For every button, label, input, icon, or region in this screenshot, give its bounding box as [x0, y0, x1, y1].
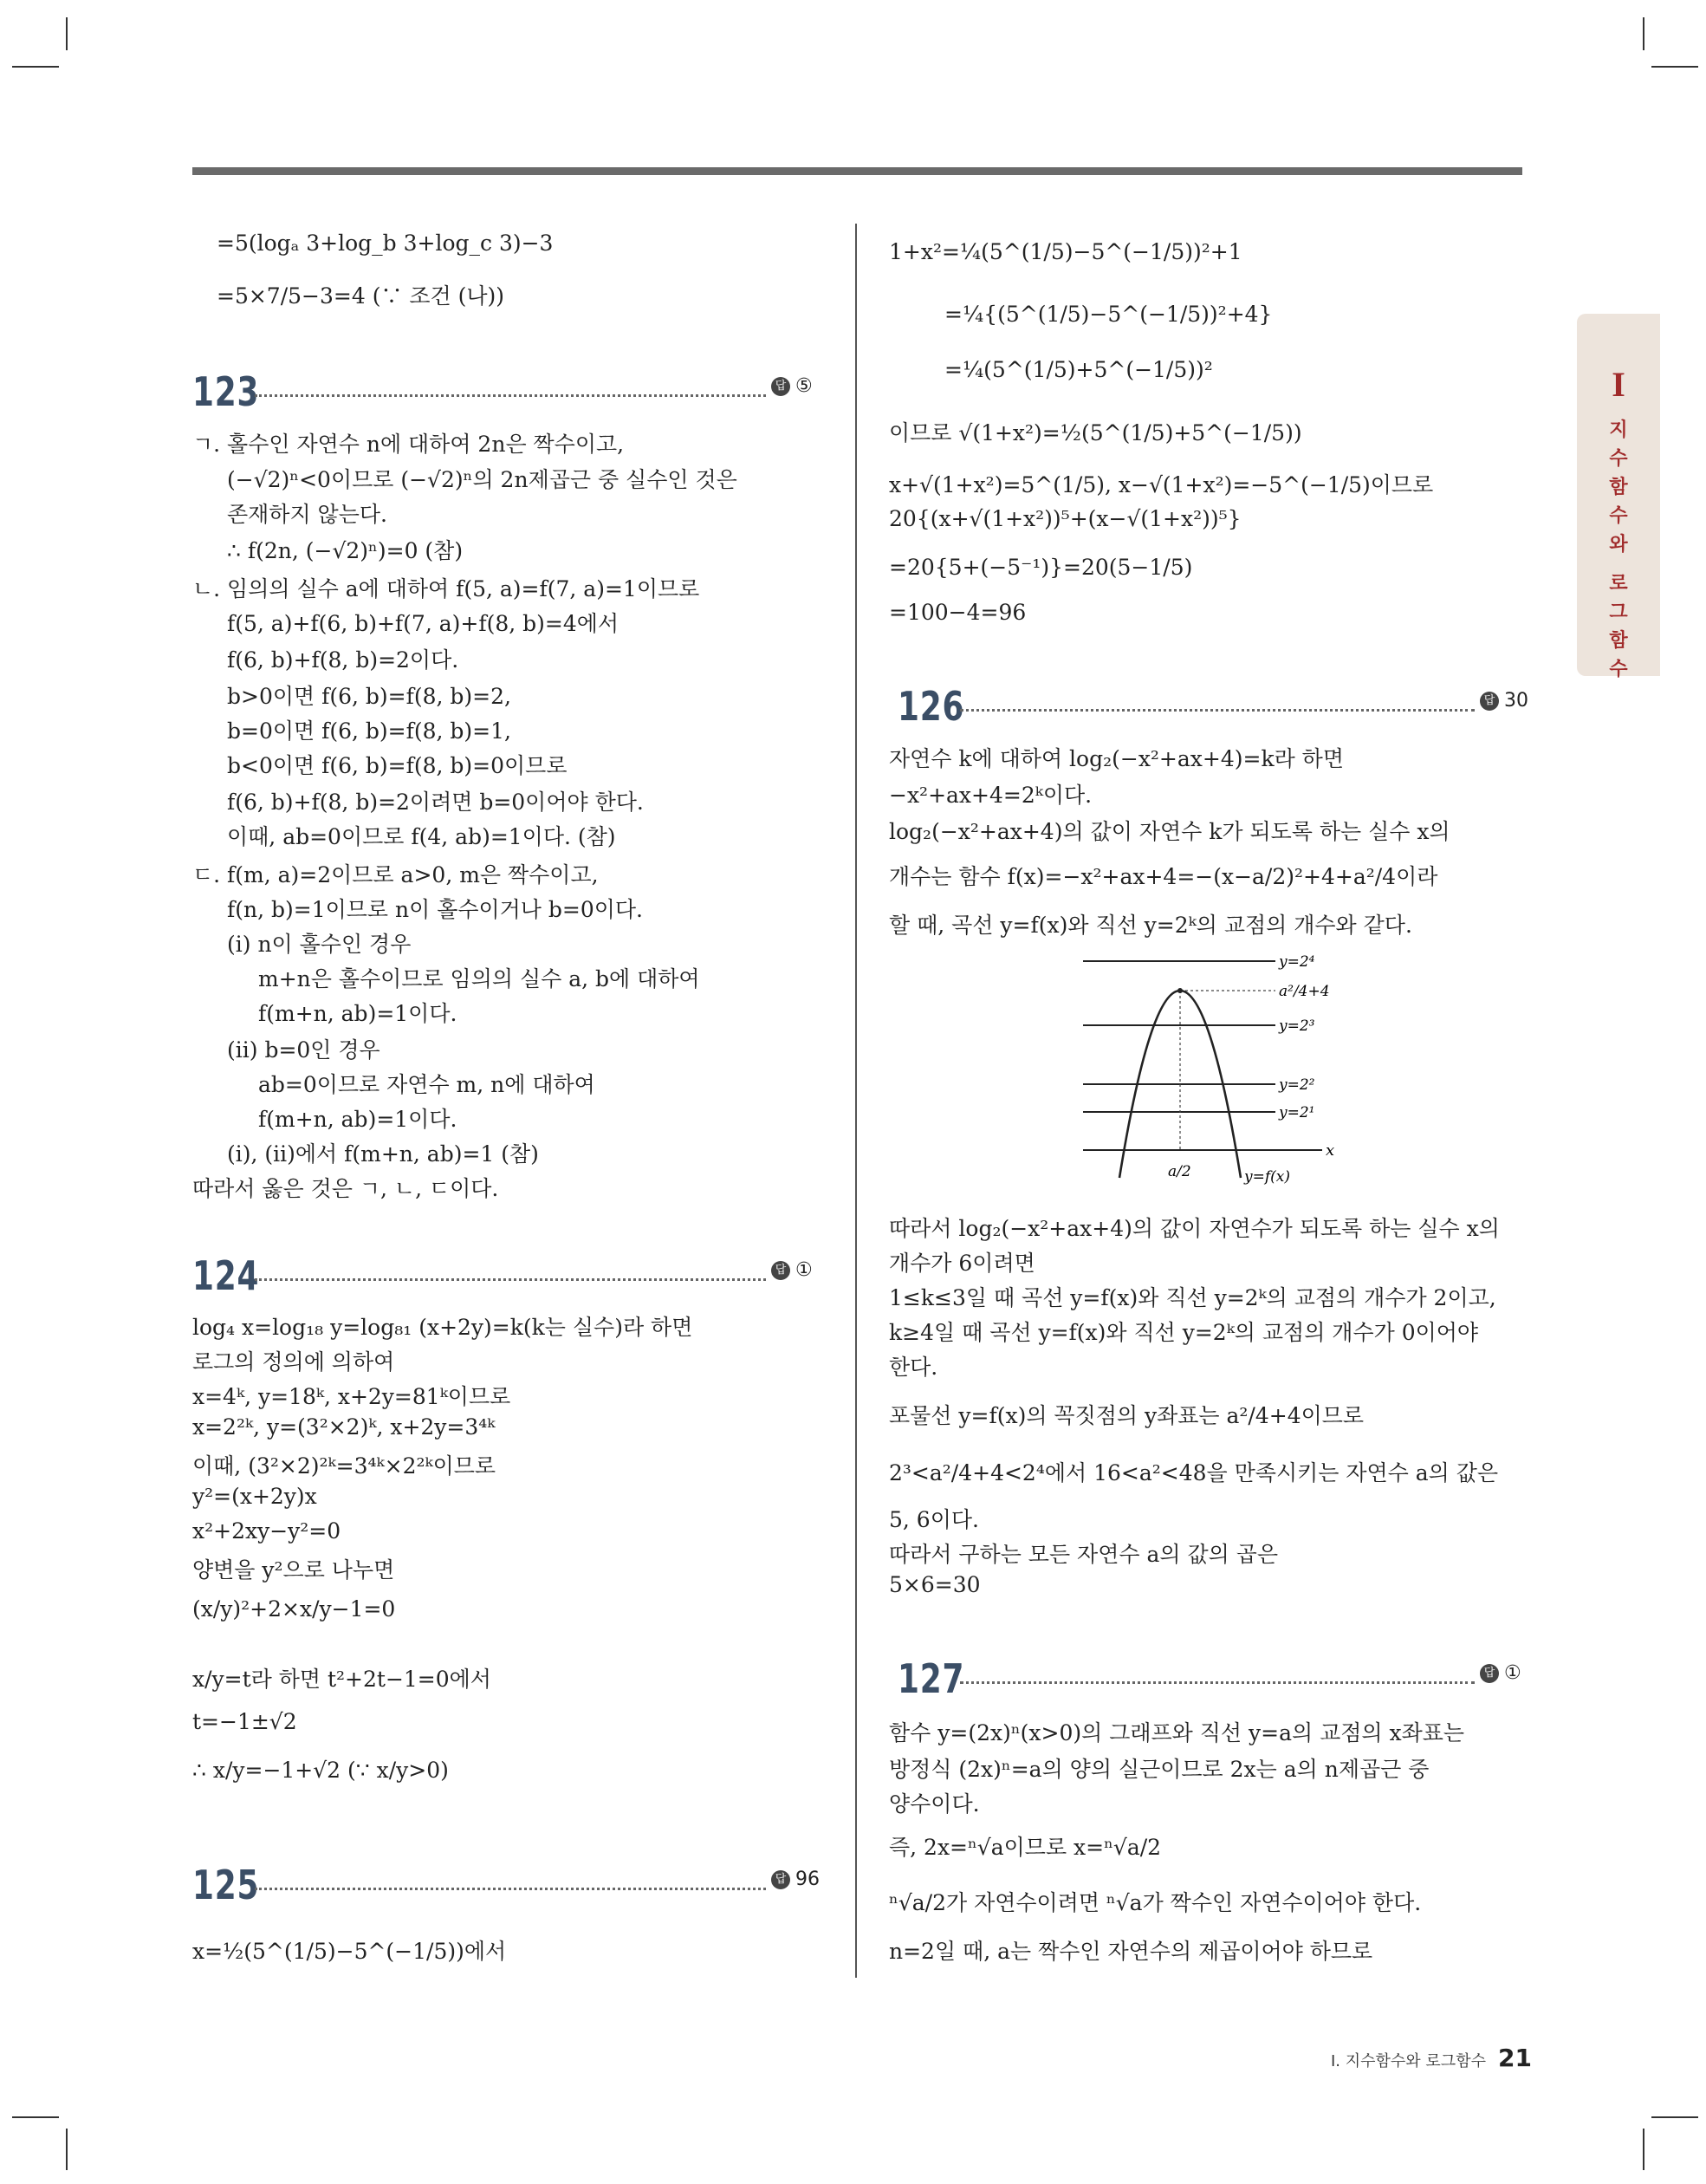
solution-line: =¼(5^(1/5)+5^(−1/5))²	[944, 357, 1213, 382]
solution-line: x²+2xy−y²=0	[192, 1518, 341, 1544]
solution-line: 20{(x+√(1+x²))⁵+(x−√(1+x²))⁵}	[889, 506, 1242, 531]
label-y-2-3: y=2³	[1279, 1017, 1315, 1035]
answer-badge: 답 96	[771, 1869, 820, 1890]
answer-icon: 답	[1480, 692, 1499, 711]
answer-icon: 답	[771, 1870, 790, 1889]
label-y-2-4: y=2⁴	[1279, 953, 1315, 971]
crop-mark	[1651, 66, 1698, 68]
solution-line: =20{5+(−5⁻¹)}=20(5−1/5)	[889, 555, 1193, 580]
solution-line: (ⅰ), (ⅱ)에서 f(m+n, ab)=1 (참)	[227, 1141, 539, 1167]
dotted-leader	[960, 709, 1475, 712]
answer-icon: 답	[771, 377, 790, 396]
solution-line: 2³<a²/4+4<2⁴에서 16<a²<48을 만족시키는 자연수 a의 값은	[889, 1460, 1499, 1485]
solution-line: 이때, (3²×2)²ᵏ=3⁴ᵏ×2²ᵏ이므로	[192, 1453, 496, 1479]
chapter-label: 지 수 함 수 와 로 그 함 수	[1609, 419, 1628, 680]
solution-line: m+n은 홀수이므로 임의의 실수 a, b에 대하여	[258, 966, 700, 991]
label-y-fx: y=f(x)	[1244, 1168, 1290, 1186]
dotted-leader	[255, 1888, 766, 1890]
solution-line: x=4ᵏ, y=18ᵏ, x+2y=81ᵏ이므로	[192, 1384, 511, 1409]
problem-number: 127	[898, 1655, 965, 1702]
solution-line: ∴ x/y=−1+√2 (∵ x/y>0)	[192, 1758, 449, 1783]
page-footer	[1331, 2044, 1532, 2072]
answer-icon: 답	[1480, 1664, 1499, 1683]
dotted-leader	[960, 1681, 1475, 1684]
intro-line: =5×7/5−3=4 (∵ 조건 (나))	[217, 283, 505, 309]
chapter-side-tab	[1577, 314, 1660, 680]
crop-mark	[1651, 2116, 1698, 2118]
solution-line: 이때, ab=0이므로 f(4, ab)=1이다. (참)	[227, 824, 616, 849]
solution-line: y²=(x+2y)x	[192, 1484, 317, 1509]
solution-line: f(5, a)+f(6, b)+f(7, a)+f(8, b)=4에서	[227, 611, 619, 636]
solution-line: ㄴ. 임의의 실수 a에 대하여 f(5, a)=f(7, a)=1이므로	[192, 576, 700, 601]
solution-line: 5×6=30	[889, 1572, 981, 1597]
solution-line: 자연수 k에 대하여 log₂(−x²+ax+4)=k라 하면	[889, 746, 1344, 771]
solution-line: x/y=t라 하면 t²+2t−1=0에서	[192, 1667, 491, 1692]
solution-line: 따라서 구하는 모든 자연수 a의 값의 곱은	[889, 1542, 1278, 1567]
crop-mark	[66, 2129, 68, 2170]
solution-line: b<0이면 f(6, b)=f(8, b)=0이므로	[227, 753, 568, 778]
solution-line: n=2일 때, a는 짝수인 자연수의 제곱이어야 하므로	[889, 1939, 1373, 1964]
answer-badge: 답 ①	[1480, 1662, 1521, 1684]
crop-mark	[66, 17, 68, 50]
solution-line: f(n, b)=1이므로 n이 홀수이거나 b=0이다.	[227, 897, 644, 922]
footer-title: Ⅰ. 지수함수와 로그함수	[1331, 2052, 1486, 2070]
header-bar	[192, 167, 1522, 175]
solution-line: ∴ f(2n, (−√2)ⁿ)=0 (참)	[227, 538, 464, 563]
problem-header-124	[192, 1252, 818, 1297]
dotted-leader	[255, 1278, 766, 1281]
solution-line: x+√(1+x²)=5^(1/5), x−√(1+x²)=−5^(−1/5)이므로	[889, 472, 1434, 497]
parabola-graph	[1074, 949, 1352, 1209]
solution-line: 즉, 2x=ⁿ√a이므로 x=ⁿ√a/2	[889, 1835, 1162, 1860]
column-divider	[855, 224, 857, 1978]
solution-line: ㄱ. 홀수인 자연수 n에 대하여 2n은 짝수이고,	[192, 432, 625, 457]
solution-line: t=−1±√2	[192, 1709, 297, 1734]
label-y-2-1: y=2¹	[1279, 1104, 1315, 1121]
solution-line: f(6, b)+f(8, b)=2이려면 b=0이어야 한다.	[227, 790, 644, 815]
problem-header-127	[898, 1655, 1523, 1700]
solution-line: x=½(5^(1/5)−5^(−1/5))에서	[192, 1939, 507, 1964]
solution-line: =100−4=96	[889, 600, 1027, 625]
solution-line: 함수 y=(2x)ⁿ(x>0)의 그래프와 직선 y=a의 교점의 x좌표는	[889, 1720, 1465, 1745]
problem-header-123	[192, 368, 818, 413]
solution-line: b=0이면 f(6, b)=f(8, b)=1,	[227, 718, 511, 744]
solution-line: 양수이다.	[889, 1791, 980, 1817]
problem-header-125	[192, 1862, 818, 1907]
solution-line: 한다.	[889, 1355, 938, 1380]
problem-number: 126	[898, 683, 965, 730]
solution-line: 포물선 y=f(x)의 꼭짓점의 y좌표는 a²/4+4이므로	[889, 1403, 1365, 1428]
problem-number: 123	[192, 368, 260, 415]
solution-line: 로그의 정의에 의하여	[192, 1349, 395, 1375]
chapter-roman: I	[1612, 365, 1625, 404]
solution-line: 개수가 6이려면	[889, 1251, 1035, 1276]
solution-line: ㄷ. f(m, a)=2이므로 a>0, m은 짝수이고,	[192, 862, 599, 887]
solution-line: (ⅰ) n이 홀수인 경우	[227, 932, 412, 957]
solution-line: k≥4일 때 곡선 y=f(x)와 직선 y=2ᵏ의 교점의 개수가 0이어야	[889, 1320, 1479, 1345]
answer-badge: 답 ①	[771, 1259, 813, 1281]
solution-line: 따라서 log₂(−x²+ax+4)의 값이 자연수가 되도록 하는 실수 x의	[889, 1216, 1500, 1241]
label-x: x	[1326, 1141, 1335, 1160]
solution-line: x=2²ᵏ, y=(3²×2)ᵏ, x+2y=3⁴ᵏ	[192, 1414, 496, 1440]
label-vertex: a²/4+4	[1279, 983, 1330, 1000]
solution-line: ⁿ√a/2가 자연수이려면 ⁿ√a가 짝수인 자연수이어야 한다.	[889, 1890, 1422, 1915]
crop-mark	[1643, 17, 1644, 50]
solution-line: log₄ x=log₁₈ y=log₈₁ (x+2y)=k(k는 실수)라 하면	[192, 1315, 693, 1340]
solution-line: f(m+n, ab)=1이다.	[258, 1107, 457, 1132]
problem-header-126	[898, 683, 1528, 730]
answer-icon: 답	[771, 1261, 790, 1280]
solution-line: 따라서 옳은 것은 ㄱ, ㄴ, ㄷ이다.	[192, 1176, 499, 1201]
solution-line: 이므로 √(1+x²)=½(5^(1/5)+5^(−1/5))	[889, 420, 1302, 445]
solution-line: 존재하지 않는다.	[227, 502, 387, 527]
solution-line: −x²+ax+4=2ᵏ이다.	[889, 783, 1093, 808]
solution-line: 할 때, 곡선 y=f(x)와 직선 y=2ᵏ의 교점의 개수와 같다.	[889, 913, 1412, 938]
vertex-point	[1177, 988, 1183, 993]
solution-line: 5, 6이다.	[889, 1507, 979, 1532]
solution-line: 1≤k≤3일 때 곡선 y=f(x)와 직선 y=2ᵏ의 교점의 개수가 2이고,	[889, 1285, 1496, 1310]
label-a-over-2: a/2	[1168, 1163, 1191, 1180]
problem-number: 124	[192, 1252, 260, 1299]
answer-badge: 답 ⑤	[771, 375, 813, 397]
solution-line: f(m+n, ab)=1이다.	[258, 1001, 457, 1026]
solution-line: (−√2)ⁿ<0이므로 (−√2)ⁿ의 2n제곱근 중 실수인 것은	[227, 467, 737, 492]
solution-line: log₂(−x²+ax+4)의 값이 자연수 k가 되도록 하는 실수 x의	[889, 819, 1450, 844]
label-y-2-2: y=2²	[1279, 1076, 1315, 1094]
answer-badge: 답 30	[1480, 690, 1528, 712]
solution-line: (ⅱ) b=0인 경우	[227, 1037, 380, 1063]
solution-line: 방정식 (2x)ⁿ=a의 양의 실근이므로 2x는 a의 n제곱근 중	[889, 1757, 1430, 1782]
solution-line: (x/y)²+2×x/y−1=0	[192, 1596, 396, 1622]
solution-line: ab=0이므로 자연수 m, n에 대하여	[258, 1072, 595, 1097]
problem-number: 125	[192, 1862, 260, 1908]
solution-line: 양변을 y²으로 나누면	[192, 1557, 395, 1583]
page-number: 21	[1497, 2044, 1532, 2072]
solution-line: b>0이면 f(6, b)=f(8, b)=2,	[227, 684, 511, 709]
solution-line: 개수는 함수 f(x)=−x²+ax+4=−(x−a/2)²+4+a²/4이라	[889, 864, 1438, 889]
solution-line: f(6, b)+f(8, b)=2이다.	[227, 647, 459, 673]
crop-mark	[12, 2116, 59, 2118]
solution-line: 1+x²=¼(5^(1/5)−5^(−1/5))²+1	[889, 239, 1242, 264]
crop-mark	[12, 66, 59, 68]
intro-line: =5(logₐ 3+log_b 3+log_c 3)−3	[217, 231, 554, 256]
solution-line: =¼{(5^(1/5)−5^(−1/5))²+4}	[944, 302, 1273, 327]
crop-mark	[1643, 2129, 1644, 2170]
dotted-leader	[255, 394, 766, 397]
